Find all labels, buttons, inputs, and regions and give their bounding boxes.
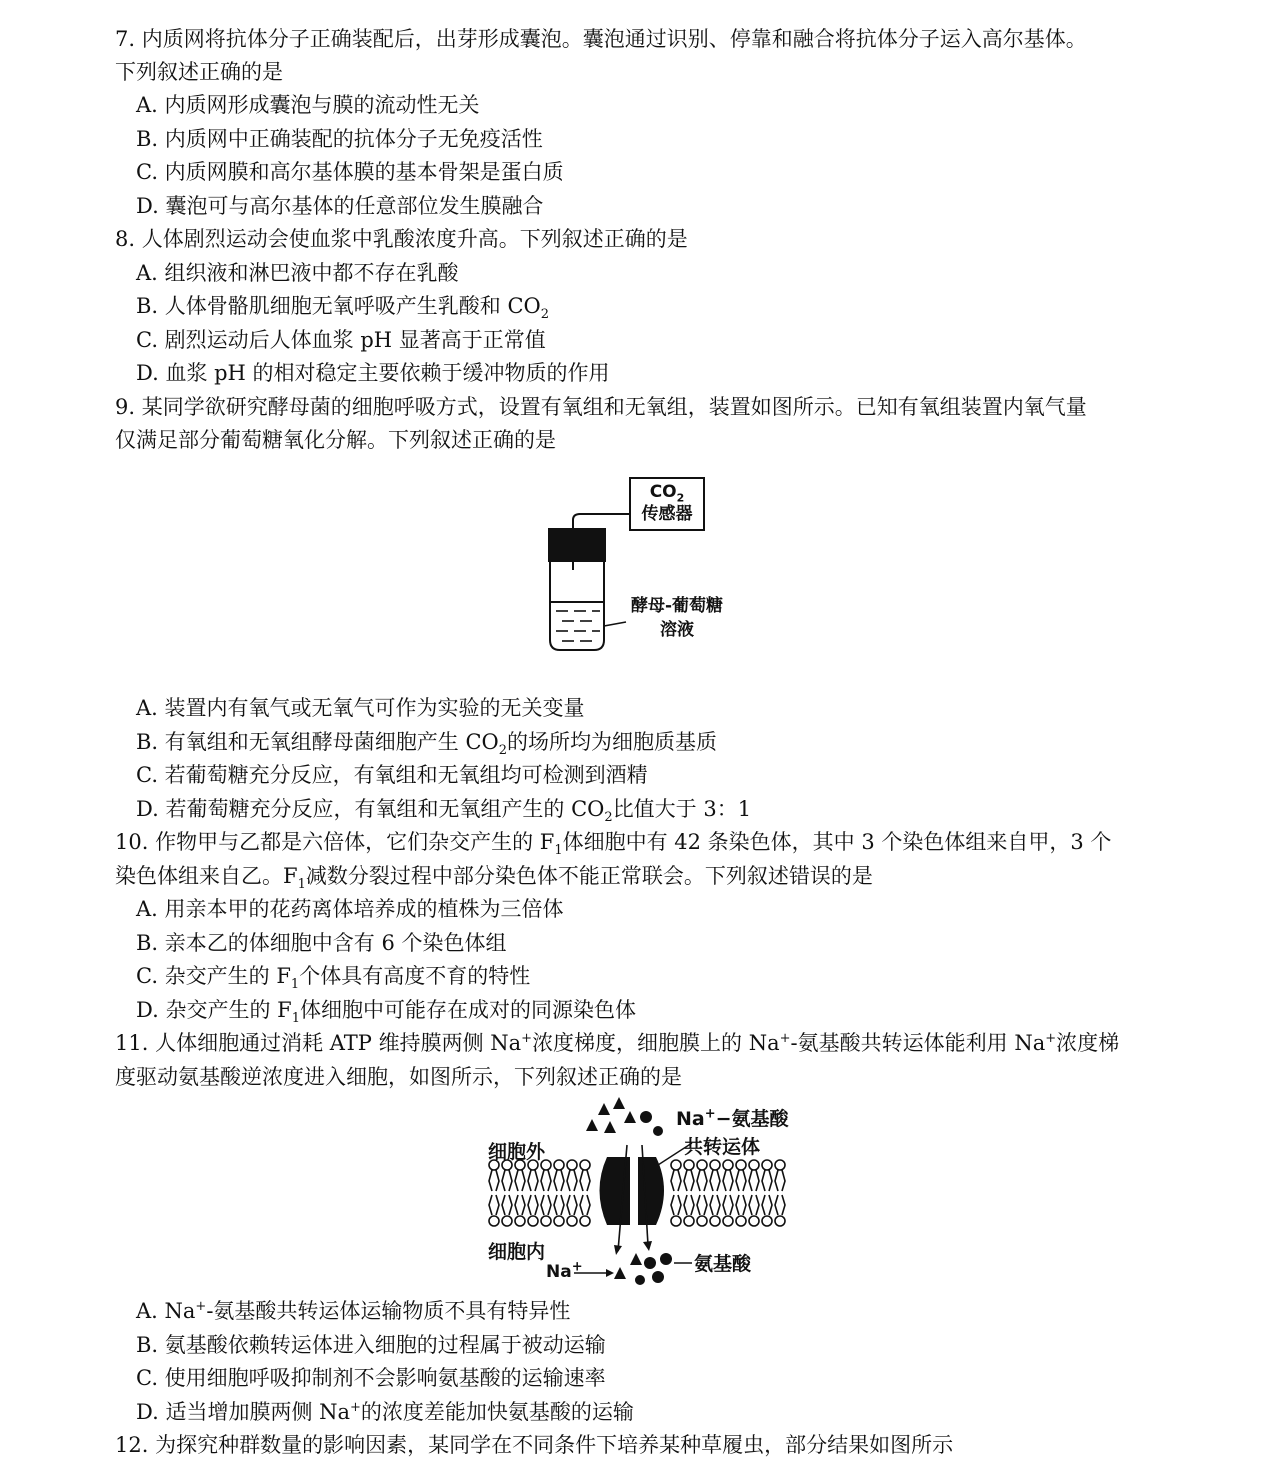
q11-membrane-figure (480, 1095, 800, 1290)
lipid-tail (684, 1170, 694, 1191)
lipid-tail (775, 1170, 785, 1191)
q11-option-b: B. 氨基酸依赖转运体进入细胞的过程属于被动运输 (136, 1333, 606, 1357)
lipid-head (567, 1216, 577, 1226)
lipid-tail (567, 1170, 577, 1191)
q7-option-c: C. 内质网膜和高尔基体膜的基本骨架是蛋白质 (136, 160, 564, 184)
stopper (548, 528, 606, 562)
lipid-tail (541, 1170, 551, 1191)
q11-option-c: C. 使用细胞呼吸抑制剂不会影响氨基酸的运输速率 (136, 1366, 606, 1390)
lipid-head (541, 1216, 551, 1226)
lipid-tail (528, 1170, 538, 1191)
lipid-head (580, 1160, 590, 1170)
lipid-tail (580, 1195, 590, 1215)
lipid-head (710, 1216, 720, 1226)
q11-option-d: D. 适当增加膜两侧 Na+的浓度差能加快氨基酸的运输 (136, 1400, 634, 1424)
transporter-right-half (638, 1157, 664, 1225)
q9-stem-line1: 9. 某同学欲研究酵母菌的细胞呼吸方式，设置有氧组和无氧组，装置如图所示。已知有氧组装置内氧气量 (115, 395, 1087, 419)
lipid-tail (749, 1170, 759, 1191)
lipid-head (762, 1216, 772, 1226)
lipid-tail (684, 1195, 694, 1215)
lipid-tail (515, 1170, 525, 1191)
lipid-tail (554, 1170, 564, 1191)
lipid-tail (697, 1170, 707, 1191)
lipid-tail (567, 1195, 577, 1215)
lipid-tail (749, 1195, 759, 1215)
lipid-head (684, 1160, 694, 1170)
q8-option-d: D. 血浆 pH 的相对稳定主要依赖于缓冲物质的作用 (136, 361, 610, 385)
lipid-tail (736, 1195, 746, 1215)
lipid-head (567, 1160, 577, 1170)
lipid-tail (736, 1170, 746, 1191)
lipid-head (554, 1216, 564, 1226)
lipid-tail (671, 1195, 681, 1215)
lipid-tail (671, 1170, 681, 1191)
lipid-tail (697, 1195, 707, 1215)
q10-stem-line2: 染色体组来自乙。$F_1$减数分裂过程中部分染色体不能正常联会。下列叙述错误的是 (115, 864, 873, 893)
lipid-head (723, 1160, 733, 1170)
transporter-label: Na+−氨基酸 共转运体 (676, 1106, 789, 1158)
lipid-tail (762, 1170, 772, 1191)
lipid-head (554, 1160, 564, 1170)
lipid-head (528, 1216, 538, 1226)
q10-option-a: A. 用亲本甲的花药离体培养成的植株为三倍体 (136, 897, 564, 921)
lipid-tail (502, 1170, 512, 1191)
lipid-tail (489, 1170, 499, 1191)
lipid-tail (775, 1195, 785, 1215)
q8-option-c: C. 剧烈运动后人体血浆 pH 显著高于正常值 (136, 328, 546, 352)
lipid-tail (723, 1170, 733, 1191)
q9-option-b: B. 有氧组和无氧组酵母菌细胞产生 $CO_2$的场所均为细胞质基质 (136, 730, 718, 759)
lipid-head (775, 1216, 785, 1226)
lipid-head (671, 1160, 681, 1170)
outside-label: 细胞外 (488, 1141, 546, 1163)
lipid-head (710, 1160, 720, 1170)
lipid-tail (528, 1195, 538, 1215)
q10-option-d: D. 杂交产生的 $F_1$体细胞中可能存在成对的同源染色体 (136, 998, 636, 1027)
lipid-head (749, 1216, 759, 1226)
q7-stem-line1: 7. 内质网将抗体分子正确装配后，出芽形成囊泡。囊泡通过识别、停靠和融合将抗体分子运入高尔基体。 (115, 27, 1087, 51)
lipid-head (775, 1160, 785, 1170)
lipid-tail (580, 1170, 590, 1191)
lipid-tail (502, 1195, 512, 1215)
q7-option-b: B. 内质网中正确装配的抗体分子无免疫活性 (136, 127, 543, 151)
na-ions-inside (614, 1253, 642, 1279)
inside-label: 细胞内 (488, 1241, 546, 1263)
lipid-head (736, 1216, 746, 1226)
q11-stem-line1: 11. 人体细胞通过消耗 ATP 维持膜两侧 Na+浓度梯度，细胞膜上的 Na+-氨基酸共转运体能利用 Na+浓度梯 (115, 1031, 1120, 1055)
lipid-tail (515, 1195, 525, 1215)
q10-option-b: B. 亲本乙的体细胞中含有 6 个染色体组 (136, 931, 507, 955)
q11-stem-line2: 度驱动氨基酸逆浓度进入细胞，如图所示，下列叙述正确的是 (115, 1065, 682, 1089)
lipid-tail (710, 1195, 720, 1215)
lipid-head (489, 1216, 499, 1226)
lipid-head (671, 1216, 681, 1226)
lipid-head (697, 1160, 707, 1170)
na-ions-outside (586, 1097, 636, 1133)
lipid-tail (723, 1195, 733, 1215)
lipid-head (580, 1216, 590, 1226)
lipid-tail (541, 1195, 551, 1215)
q8-option-b: B. 人体骨骼肌细胞无氧呼吸产生乳酸和 $CO_2$ (136, 294, 550, 323)
lipid-tail (762, 1195, 772, 1215)
amino-acids-inside (635, 1253, 672, 1285)
q9-option-a: A. 装置内有氧气或无氧气可作为实验的无关变量 (136, 696, 585, 720)
q7-stem-line2: 下列叙述正确的是 (115, 60, 283, 84)
lipid-head (697, 1216, 707, 1226)
lipid-tail (489, 1195, 499, 1215)
q9-option-c: C. 若葡萄糖充分反应，有氧组和无氧组均可检测到酒精 (136, 763, 648, 787)
q7-option-d: D. 囊泡可与高尔基体的任意部位发生膜融合 (136, 194, 544, 218)
q10-option-c: C. 杂交产生的 $F_1$个体具有高度不育的特性 (136, 964, 531, 993)
na-inside-label: Na+ (546, 1259, 583, 1282)
q9-apparatus-figure (540, 470, 750, 660)
lipid-head (723, 1216, 733, 1226)
solution-label: 酵母-葡萄糖 溶液 (630, 596, 724, 640)
lipid-tail (554, 1195, 564, 1215)
lipid-head (684, 1216, 694, 1226)
amino-inside-label: 氨基酸 (694, 1253, 752, 1275)
lipid-head (762, 1160, 772, 1170)
q12-stem: 12. 为探究种群数量的影响因素，某同学在不同条件下培养某种草履虫，部分结果如图所示 (115, 1433, 954, 1457)
lipid-head (515, 1216, 525, 1226)
q9-stem-line2: 仅满足部分葡萄糖氧化分解。下列叙述正确的是 (115, 428, 556, 452)
lipid-head (749, 1160, 759, 1170)
q7-option-a: A. 内质网形成囊泡与膜的流动性无关 (136, 93, 480, 117)
q8-stem: 8. 人体剧烈运动会使血浆中乳酸浓度升高。下列叙述正确的是 (115, 227, 688, 251)
q10-stem-line1: 10. 作物甲与乙都是六倍体，它们杂交产生的 $F_1$体细胞中有 42 条染色体，其中 3 个染色体组来自甲，3 个 (115, 830, 1112, 859)
q8-option-a: A. 组织液和淋巴液中都不存在乳酸 (136, 261, 459, 285)
q9-option-d: D. 若葡萄糖充分反应，有氧组和无氧组产生的 $CO_2$比值大于 3：1 (136, 797, 752, 826)
lipid-tail (710, 1170, 720, 1191)
lipid-head (736, 1160, 746, 1170)
amino-acids-outside (640, 1111, 663, 1136)
lipid-head (502, 1216, 512, 1226)
q11-option-a: A. Na+-氨基酸共转运体运输物质不具有特异性 (136, 1299, 571, 1323)
co2-sensor-label: $CO_2$ 传感器 (641, 482, 693, 524)
